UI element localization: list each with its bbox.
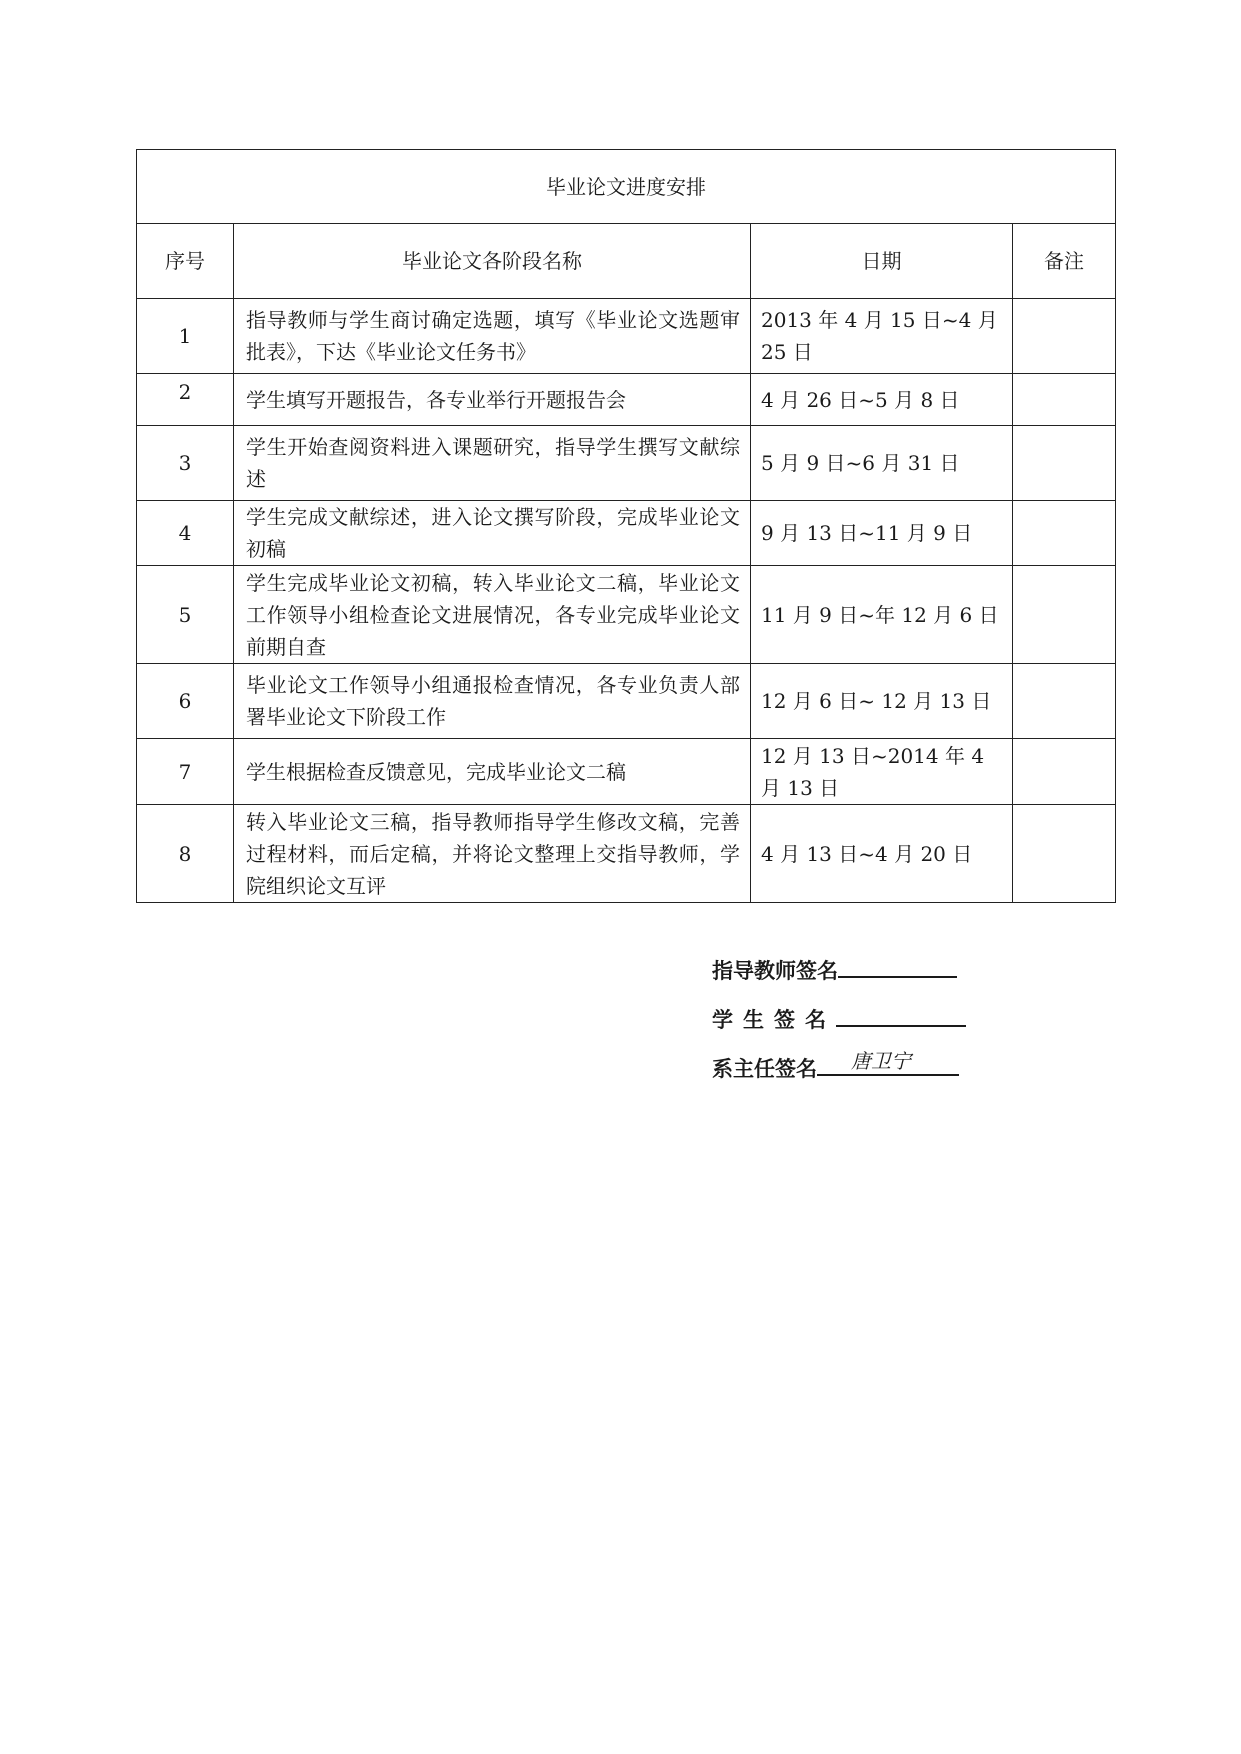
head-signature-name: 唐卫宁	[851, 1049, 911, 1073]
row-stage: 学生填写开题报告，各专业举行开题报告会	[234, 374, 751, 426]
row-note	[1013, 426, 1116, 501]
table-row	[137, 501, 1116, 566]
row-note	[1013, 664, 1116, 739]
row-stage: 学生完成毕业论文初稿，转入毕业论文二稿，毕业论文工作领导小组检查论文进展情况，各专业完成毕业论文前期自查	[234, 566, 751, 664]
table-row	[137, 299, 1116, 374]
table-row	[137, 566, 1116, 664]
row-num: 3	[137, 426, 234, 501]
row-stage: 学生开始查阅资料进入课题研究，指导学生撰写文献综述	[234, 426, 751, 501]
row-date: 11 月 9 日~年 12 月 6 日	[751, 566, 1013, 664]
row-num: 5	[137, 566, 234, 664]
row-date: 4 月 13 日~4 月 20 日	[751, 805, 1013, 903]
row-stage: 学生根据检查反馈意见，完成毕业论文二稿	[234, 739, 751, 805]
row-num: 1	[137, 299, 234, 374]
table-header-row	[137, 224, 1116, 299]
student-signature-field[interactable]	[836, 999, 966, 1027]
row-date: 4 月 26 日~5 月 8 日	[751, 374, 1013, 426]
table-row	[137, 374, 1116, 426]
row-stage: 转入毕业论文三稿，指导教师指导学生修改文稿，完善过程材料，而后定稿，并将论文整理上交指导教师，学院组织论文互评	[234, 805, 751, 903]
table-title: 毕业论文进度安排	[137, 150, 1116, 224]
row-date: 12 月 6 日~ 12 月 13 日	[751, 664, 1013, 739]
header-note: 备注	[1013, 224, 1116, 299]
row-date: 5 月 9 日~6 月 31 日	[751, 426, 1013, 501]
row-date: 9 月 13 日~11 月 9 日	[751, 501, 1013, 566]
table-title-row	[137, 150, 1116, 224]
row-num: 6	[137, 664, 234, 739]
row-num: 8	[137, 805, 234, 903]
row-date: 12 月 13 日~2014 年 4 月 13 日	[751, 739, 1013, 805]
row-note	[1013, 566, 1116, 664]
header-num: 序号	[137, 224, 234, 299]
row-num: 7	[137, 739, 234, 805]
row-stage: 学生完成文献综述，进入论文撰写阶段，完成毕业论文初稿	[234, 501, 751, 566]
row-stage: 指导教师与学生商讨确定选题，填写《毕业论文选题审批表》，下达《毕业论文任务书》	[234, 299, 751, 374]
signature-block	[712, 950, 966, 1097]
row-stage: 毕业论文工作领导小组通报检查情况，各专业负责人部署毕业论文下阶段工作	[234, 664, 751, 739]
row-note	[1013, 299, 1116, 374]
table-row	[137, 426, 1116, 501]
row-note	[1013, 374, 1116, 426]
advisor-signature-line	[712, 950, 966, 999]
row-num: 4	[137, 501, 234, 566]
table-row	[137, 664, 1116, 739]
student-signature-line	[712, 999, 966, 1048]
advisor-signature-field[interactable]	[838, 950, 957, 978]
row-note	[1013, 501, 1116, 566]
student-signature-label: 学生签名	[712, 1007, 836, 1032]
head-signature-line	[712, 1048, 966, 1097]
progress-schedule-table	[136, 149, 1116, 903]
row-note	[1013, 739, 1116, 805]
head-signature-label: 系主任签名	[712, 1056, 817, 1081]
row-note	[1013, 805, 1116, 903]
head-signature-field[interactable]	[817, 1048, 959, 1076]
header-stage: 毕业论文各阶段名称	[234, 224, 751, 299]
advisor-signature-label: 指导教师签名	[712, 958, 838, 983]
row-date: 2013 年 4 月 15 日~4 月 25 日	[751, 299, 1013, 374]
table-row	[137, 805, 1116, 903]
header-date: 日期	[751, 224, 1013, 299]
table-row	[137, 739, 1116, 805]
row-num: 2	[137, 374, 234, 426]
